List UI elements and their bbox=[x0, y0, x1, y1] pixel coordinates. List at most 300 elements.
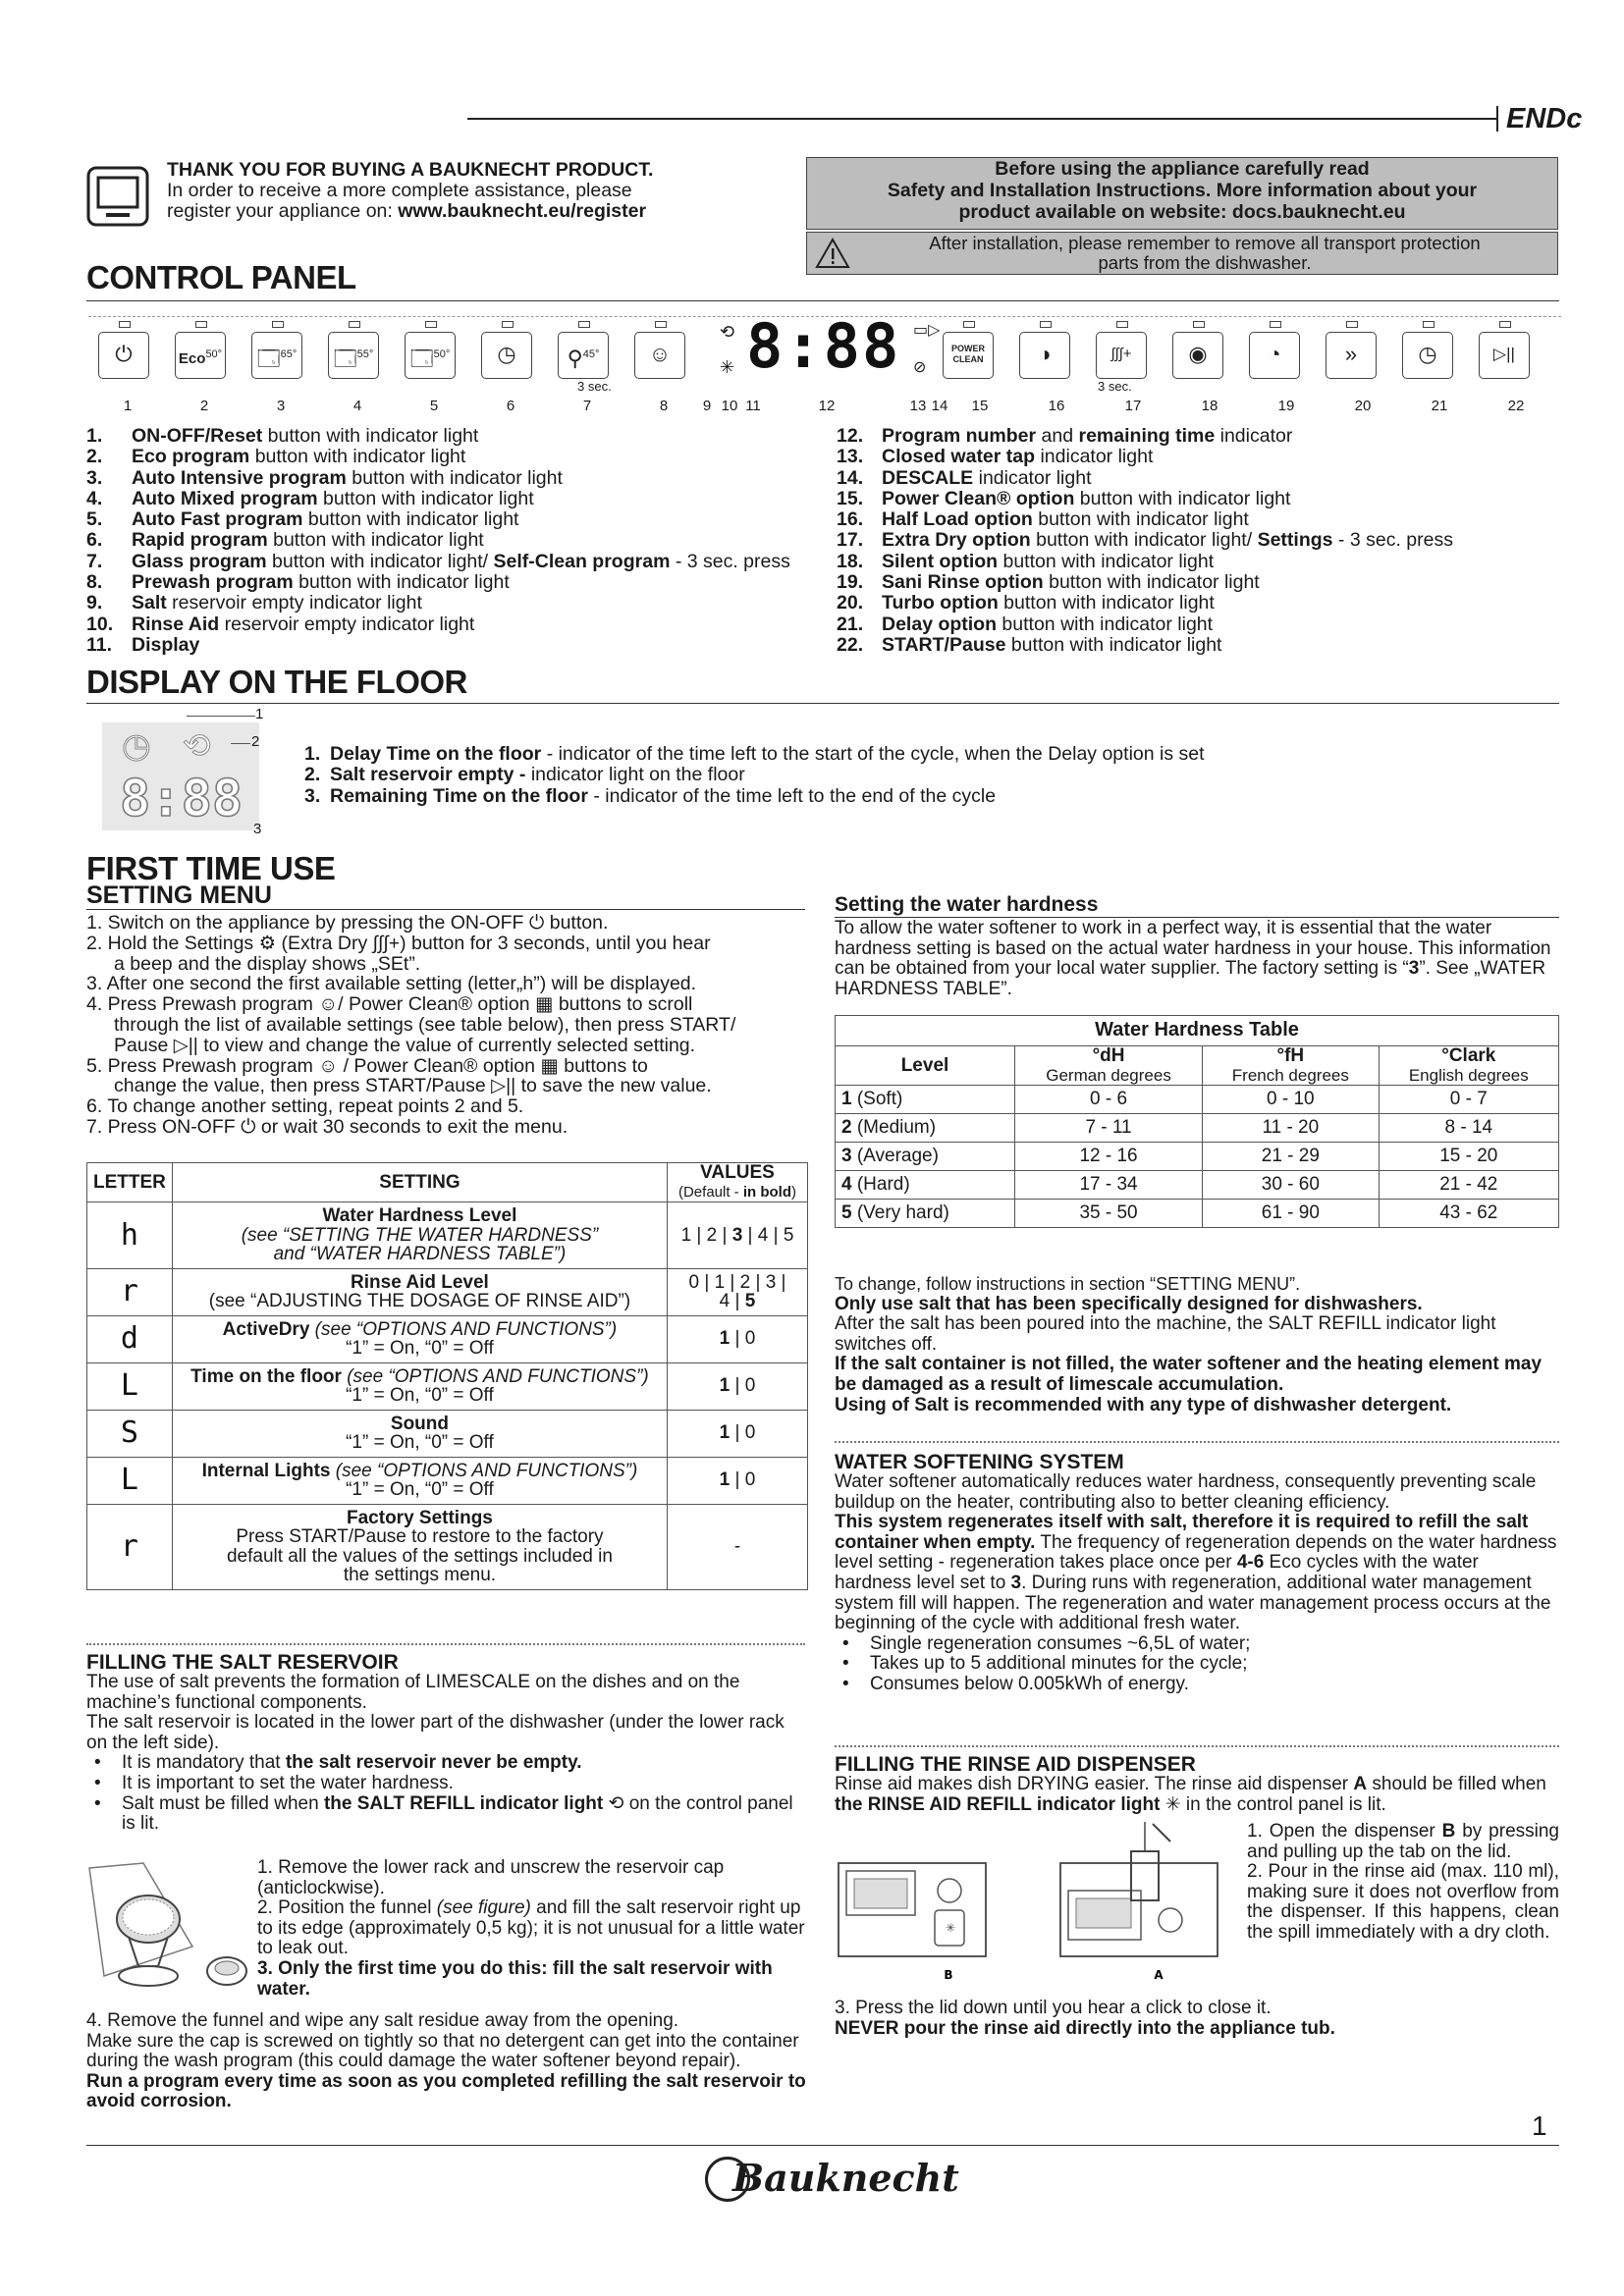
bauknecht-logo bbox=[705, 2156, 959, 2205]
setting-step: 1. Switch on the appliance by pressing the ON-OFF ⏻ button. bbox=[86, 912, 609, 934]
setting-description bbox=[172, 1504, 667, 1589]
control-right-num: 17. bbox=[837, 529, 864, 552]
hardness-level-num: 3 bbox=[841, 1146, 852, 1167]
control-left-num: 8. bbox=[86, 571, 103, 594]
floor-bold: Salt reservoir empty - bbox=[330, 764, 526, 786]
floor-desc: indicator light on the floor bbox=[525, 764, 745, 786]
control-right-desc: button with indicator light/ bbox=[1030, 529, 1258, 552]
glass-program-button[interactable] bbox=[558, 332, 609, 379]
value-text: 1 | 2 | bbox=[680, 1224, 732, 1246]
rinse-p1: Rinse aid makes dish DRYING easier. The rinse aid dispenser bbox=[835, 1774, 1354, 1794]
setting-letter: L bbox=[87, 1362, 173, 1410]
softening-section bbox=[835, 1472, 1559, 1695]
glass-icon: ⚲$^{45^\circ}$ bbox=[567, 346, 600, 371]
salt-closing bbox=[86, 2011, 808, 2112]
turbo-button[interactable] bbox=[1326, 332, 1377, 379]
values-header: VALUES bbox=[700, 1162, 775, 1183]
value-end: | 4 | 5 bbox=[742, 1224, 794, 1246]
setting-description bbox=[172, 1410, 667, 1457]
callout-line-2 bbox=[231, 743, 250, 744]
rinse-divider bbox=[835, 1745, 1559, 1747]
hardness-value: 7 - 11 bbox=[1015, 1114, 1203, 1143]
control-right-num: 21. bbox=[837, 613, 864, 635]
control-left-desc: button with indicator light bbox=[302, 508, 519, 531]
control-right-desc2: indicator bbox=[1215, 425, 1293, 447]
softening-p2-end: . During runs with regeneration, additional water management system fill will happen. The regeneration and water management process occurs at the beginning of the cycle with additional fresh water. bbox=[835, 1572, 1551, 1634]
control-left-bold: Auto Intensive program bbox=[132, 466, 347, 489]
rinse-refill-icon: ✳ bbox=[1160, 1793, 1181, 1815]
hardness-col-4 bbox=[1379, 1046, 1558, 1086]
control-right-item-6 bbox=[837, 530, 1563, 551]
setting-letter: r bbox=[87, 1268, 173, 1315]
control-right-item-2 bbox=[837, 447, 1563, 467]
control-right-text bbox=[882, 635, 1221, 656]
control-right-bold: Extra Dry option bbox=[882, 529, 1031, 552]
floor-desc: - indicator of the time left to the start of the cycle, when the Delay option is set bbox=[546, 743, 1205, 765]
control-left-item-7 bbox=[86, 552, 833, 572]
setting-title-bold: ActiveDry bbox=[222, 1318, 310, 1340]
hardness-value: 30 - 60 bbox=[1203, 1171, 1380, 1200]
control-right-item-7 bbox=[837, 552, 1563, 572]
eco-icon: Eco$^{50^\circ}$ bbox=[178, 348, 223, 367]
salt-divider bbox=[86, 1643, 805, 1645]
callout-6: 6 bbox=[506, 398, 515, 414]
floor-display-illustration bbox=[102, 722, 259, 830]
auto-intensive-button[interactable] bbox=[251, 332, 302, 379]
control-left-num: 1. bbox=[86, 425, 103, 447]
setting-letter: S bbox=[87, 1410, 173, 1457]
callout-13: 13 bbox=[909, 398, 927, 414]
setting-steps bbox=[86, 913, 808, 1138]
setting-title-bold: Internal Lights bbox=[201, 1460, 331, 1481]
floor-num: 2. bbox=[304, 764, 321, 786]
floor-rule bbox=[86, 703, 1559, 704]
hardness-note4: If the salt container is not filled, the water softener and the heating element may be damaged as a result of limescale accumulation. bbox=[835, 1354, 1543, 1395]
setting-values bbox=[668, 1315, 808, 1362]
hardness-value: 0 - 6 bbox=[1015, 1086, 1203, 1114]
notice-line1: Before using the appliance carefully read bbox=[995, 158, 1370, 180]
computer-icon bbox=[86, 164, 155, 233]
setting-values bbox=[668, 1202, 808, 1269]
control-right-bold2: Settings bbox=[1257, 529, 1333, 552]
salt-step2-end: and fill the salt reservoir right up to its edge (approximately 0,5 kg); it is not unusual for a little water to leak out. bbox=[257, 1897, 805, 1959]
value-end: | 0 bbox=[730, 1469, 756, 1491]
first-use-title: FIRST TIME USE bbox=[86, 850, 336, 886]
control-left-item-2 bbox=[86, 447, 833, 467]
control-left-text bbox=[132, 635, 199, 656]
callout-7: 7 bbox=[582, 398, 592, 414]
hardness-value: 0 - 7 bbox=[1379, 1086, 1558, 1114]
setting-title-ref: (see “OPTIONS AND FUNCTIONS”) bbox=[309, 1318, 618, 1340]
salt-step3: 3. Only the first time you do this: fill the salt reservoir with water. bbox=[257, 1957, 773, 2000]
hardness-value: 61 - 90 bbox=[1203, 1200, 1380, 1228]
callout-4: 4 bbox=[352, 398, 362, 414]
setting-description bbox=[172, 1202, 667, 1269]
settings-row bbox=[87, 1268, 808, 1315]
control-right-bold: Closed water tap bbox=[882, 446, 1036, 468]
callout-22: 22 bbox=[1507, 398, 1525, 414]
control-left-item-8 bbox=[86, 572, 833, 593]
control-right-num: 20. bbox=[837, 592, 864, 614]
salt-refill-icon: ⟲ bbox=[603, 1792, 624, 1814]
hardness-level-num: 5 bbox=[841, 1202, 852, 1224]
setting-letter: r bbox=[87, 1504, 173, 1589]
start-pause-button[interactable] bbox=[1479, 332, 1530, 379]
control-left-num: 6. bbox=[86, 529, 103, 552]
extra-dry-icon: ∫∫∫+ bbox=[1110, 346, 1132, 362]
setting-title-bold: Sound bbox=[390, 1413, 449, 1434]
softening-p2-level: 3 bbox=[1010, 1572, 1022, 1593]
setting-sub1: “1” = On, “0” = Off bbox=[346, 1479, 494, 1500]
hardness-level bbox=[836, 1171, 1015, 1200]
values-sub-end: ) bbox=[791, 1183, 796, 1201]
notice-line3: product available on website: docs.bauknecht.eu bbox=[958, 201, 1406, 223]
register-link[interactable]: www.bauknecht.eu/register bbox=[398, 200, 647, 222]
setting-sub1: (see “SETTING THE WATER HARDNESS” bbox=[241, 1224, 599, 1246]
hardness-value: 8 - 14 bbox=[1379, 1114, 1558, 1143]
control-right-bold: START/Pause bbox=[882, 633, 1006, 656]
setting-description bbox=[172, 1268, 667, 1315]
auto-mixed-button[interactable] bbox=[328, 332, 379, 379]
hardness-level-name: (Very hard) bbox=[851, 1202, 949, 1224]
hardness-col-2 bbox=[1015, 1046, 1203, 1086]
setting-letter: h bbox=[87, 1202, 173, 1269]
control-right-text bbox=[882, 552, 1214, 572]
hardness-row bbox=[836, 1114, 1559, 1143]
setting-title-bold: Time on the floor bbox=[190, 1365, 342, 1387]
control-left-bold2: Self-Clean program bbox=[493, 550, 671, 572]
salt-floor-icon: ⟲ bbox=[183, 727, 211, 765]
half-load-button[interactable] bbox=[1019, 332, 1070, 379]
control-right-desc: indicator light bbox=[973, 466, 1092, 489]
water-tap-icon: ▭▷ bbox=[913, 322, 941, 339]
control-right-bold: Delay option bbox=[882, 613, 998, 635]
rinse-p1-mid: should be filled when bbox=[1367, 1774, 1546, 1794]
callout-8: 8 bbox=[659, 398, 669, 414]
control-left-text bbox=[132, 552, 790, 572]
settings-row bbox=[87, 1504, 808, 1589]
control-right-desc: button with indicator light bbox=[998, 550, 1215, 572]
salt-bullet1: It is mandatory that bbox=[122, 1752, 286, 1774]
value-text2: 4 | bbox=[719, 1291, 745, 1311]
salt-steps bbox=[257, 1858, 807, 2000]
extra-dry-button[interactable] bbox=[1096, 332, 1147, 379]
hardness-level-num: 1 bbox=[841, 1089, 852, 1110]
setting-title bbox=[179, 1320, 661, 1340]
control-left-item-6 bbox=[86, 530, 833, 551]
control-left-desc: button with indicator light bbox=[267, 529, 484, 552]
floor-desc: - indicator of the time left to the end of the cycle bbox=[587, 784, 997, 807]
hardness-head: Level bbox=[900, 1054, 949, 1076]
header-rule bbox=[467, 118, 1498, 120]
power-clean-icon: POWER CLEAN bbox=[950, 344, 985, 364]
salt-bullet3-bold: the SALT REFILL indicator light bbox=[323, 1792, 604, 1814]
warning-icon bbox=[815, 238, 850, 269]
setting-sub1: “1” = On, “0” = Off bbox=[346, 1432, 494, 1453]
control-left-item-9 bbox=[86, 593, 833, 614]
hardness-value: 11 - 20 bbox=[1203, 1114, 1380, 1143]
setting-step: 6. To change another setting, repeat points 2 and 5. bbox=[86, 1095, 524, 1118]
control-right-text bbox=[882, 614, 1213, 635]
control-right-num: 13. bbox=[837, 446, 864, 468]
floor-num: 1. bbox=[304, 743, 321, 765]
control-right-desc2: - 3 sec. press bbox=[1332, 529, 1453, 552]
hardness-head-sub: German degrees bbox=[1046, 1065, 1171, 1085]
settings-col-setting: SETTING bbox=[172, 1163, 667, 1202]
salt-funnel-illustration bbox=[84, 1858, 251, 2005]
setting-sub1: “1” = On, “0” = Off bbox=[346, 1385, 494, 1406]
control-left-text bbox=[132, 572, 510, 593]
control-left-desc: reservoir empty indicator light bbox=[166, 592, 422, 614]
setting-title bbox=[179, 1509, 661, 1528]
rinse-step1-b: B bbox=[1441, 1821, 1456, 1842]
value-end: | 0 bbox=[730, 1375, 756, 1397]
control-left-bold: Auto Fast program bbox=[132, 508, 303, 531]
salt-bullet2: • It is important to set the water hardness. bbox=[86, 1774, 808, 1794]
setting-step: 3. After one second the first available setting (letter„h”) will be displayed. bbox=[86, 973, 697, 995]
rinse-dispenser-illustration bbox=[837, 1822, 1244, 1994]
hardness-p1-end: ”. See „WATER HARDNESS TABLE”. bbox=[835, 958, 1546, 999]
setting-title bbox=[179, 1273, 661, 1293]
value-end: | 0 bbox=[730, 1328, 756, 1350]
hardness-row bbox=[836, 1143, 1559, 1171]
value-default: 3 bbox=[731, 1224, 743, 1246]
control-right-num: 14. bbox=[837, 466, 864, 489]
salt-indicator-icon: ⟲ bbox=[720, 322, 735, 342]
softening-bullet: • Takes up to 5 additional minutes for the cycle; bbox=[835, 1654, 1559, 1675]
control-left-num: 4. bbox=[86, 487, 103, 509]
control-right-item-10 bbox=[837, 614, 1563, 635]
prewash-icon: ☺ bbox=[648, 342, 672, 366]
control-right-item-8 bbox=[837, 572, 1563, 593]
control-left-text bbox=[132, 593, 422, 614]
control-left-num: 5. bbox=[86, 508, 103, 531]
hardness-value: 43 - 62 bbox=[1379, 1200, 1558, 1228]
setting-step: a beep and the display shows „SEt”. bbox=[114, 952, 421, 975]
setting-values bbox=[668, 1504, 808, 1589]
hardness-level-name: (Average) bbox=[851, 1146, 939, 1167]
rapid-program-button[interactable] bbox=[481, 332, 532, 379]
floor-item-3 bbox=[304, 786, 1532, 807]
settings-header-row bbox=[87, 1163, 808, 1202]
values-subheader bbox=[674, 1183, 801, 1202]
hardness-col-1 bbox=[836, 1046, 1015, 1086]
control-right-desc: indicator light bbox=[1035, 446, 1154, 468]
salt-step1: 1. Remove the lower rack and unscrew the reservoir cap (anticlockwise). bbox=[257, 1857, 725, 1898]
callout-1: 1 bbox=[123, 398, 133, 414]
value-text: - bbox=[733, 1535, 741, 1557]
control-left-num: 2. bbox=[86, 446, 103, 468]
control-left-num: 9. bbox=[86, 592, 103, 614]
rapid-icon: ◷ bbox=[497, 342, 516, 366]
salt-p4: Run a program every time as soon as you completed refilling the salt reservoir to avoid corrosion. bbox=[86, 2070, 806, 2112]
hardness-table-title: Water Hardness Table bbox=[836, 1016, 1559, 1046]
control-left-desc: button with indicator light bbox=[262, 425, 479, 447]
setting-description bbox=[172, 1457, 667, 1504]
salt-title: FILLING THE SALT RESERVOIR bbox=[86, 1651, 399, 1674]
control-right-item-5 bbox=[837, 509, 1563, 530]
auto-mixed-icon: 🗔$^{55^\circ}$ bbox=[333, 346, 374, 371]
control-right-desc: button with indicator light bbox=[1043, 571, 1260, 594]
softening-title: WATER SOFTENING SYSTEM bbox=[835, 1451, 1124, 1473]
half-load-icon: ◑ bbox=[1038, 342, 1052, 366]
setting-title-ref: (see “OPTIONS AND FUNCTIONS”) bbox=[330, 1460, 638, 1481]
dispenser-label-b: B bbox=[944, 1968, 953, 1982]
hardness-col-3 bbox=[1203, 1046, 1380, 1086]
values-sub-text: (Default - bbox=[677, 1183, 743, 1201]
callout-20: 20 bbox=[1354, 398, 1372, 414]
floor-display-digits: 8:88 bbox=[120, 770, 244, 828]
auto-fast-button[interactable] bbox=[405, 332, 456, 379]
control-left-item-1 bbox=[86, 426, 833, 447]
hardness-row bbox=[836, 1086, 1559, 1114]
hardness-note2: Only use salt that has been specifically designed for dishwashers. bbox=[835, 1293, 1423, 1314]
auto-intensive-icon: 🗔$^{65^\circ}$ bbox=[256, 346, 298, 371]
notice-line2: Safety and Installation Instructions. More information about your bbox=[887, 180, 1478, 201]
hardness-header-row bbox=[836, 1046, 1559, 1086]
main-display: 8:88 bbox=[746, 310, 901, 382]
callout-16: 16 bbox=[1048, 398, 1065, 414]
setting-step: 5. Press Prewash program ☺ / Power Clean® option ▦ buttons to bbox=[86, 1054, 648, 1077]
control-right-bold2: remaining time bbox=[1078, 425, 1216, 447]
hardness-level-name: (Soft) bbox=[851, 1089, 903, 1110]
hardness-head-sub: French degrees bbox=[1231, 1065, 1349, 1085]
setting-values bbox=[668, 1457, 808, 1504]
control-left-num: 7. bbox=[86, 550, 103, 572]
delay-icon: ◷ bbox=[1418, 342, 1437, 366]
rinse-p1-a: A bbox=[1353, 1774, 1368, 1794]
control-left-bold: Rinse Aid bbox=[132, 613, 220, 635]
hardness-level bbox=[836, 1200, 1015, 1228]
callout-9: 9 bbox=[702, 398, 712, 414]
value-default: 1 bbox=[719, 1422, 731, 1444]
control-left-desc: button with indicator light bbox=[293, 571, 510, 594]
water-hardness-table bbox=[835, 1015, 1559, 1228]
hardness-head: °Clark bbox=[1441, 1045, 1496, 1066]
silent-button[interactable] bbox=[1172, 332, 1223, 379]
setting-letter: L bbox=[87, 1457, 173, 1504]
callout-2: 2 bbox=[199, 398, 209, 414]
hardness-head: °dH bbox=[1092, 1045, 1125, 1066]
control-right-text bbox=[882, 509, 1249, 530]
control-left-num: 3. bbox=[86, 466, 103, 489]
floor-item-2 bbox=[304, 765, 1532, 785]
salt-p3: Make sure the cap is screwed on tightly so that no detergent can get into the container during the wash program (this could damage the water softener beyond repair). bbox=[86, 2030, 799, 2072]
setting-menu-rule bbox=[86, 909, 805, 910]
control-right-desc: button with indicator light bbox=[997, 613, 1214, 635]
hardness-row bbox=[836, 1200, 1559, 1228]
salt-step2: 2. Position the funnel bbox=[257, 1897, 437, 1919]
rinse-title: FILLING THE RINSE AID DISPENSER bbox=[835, 1753, 1196, 1776]
transport-warning bbox=[806, 232, 1558, 275]
callout-15: 15 bbox=[971, 398, 989, 414]
softening-bullets bbox=[835, 1634, 1559, 1695]
control-right-bold: DESCALE bbox=[882, 466, 974, 489]
setting-step: 4. Press Prewash program ☺/ Power Clean® option ▦ buttons to scroll bbox=[86, 993, 693, 1016]
control-left-text bbox=[132, 509, 518, 530]
hardness-value: 12 - 16 bbox=[1015, 1143, 1203, 1171]
turbo-icon: » bbox=[1344, 342, 1358, 366]
start-pause-icon: ▷|| bbox=[1493, 345, 1515, 363]
delay-clock-icon: ◷ bbox=[122, 727, 151, 765]
rinse-closing bbox=[835, 1999, 1559, 2039]
rinse-intro bbox=[835, 1775, 1559, 1815]
eco-program-button[interactable] bbox=[175, 332, 226, 379]
callout-21: 21 bbox=[1431, 398, 1448, 414]
thanks-line2: In order to receive a more complete assistance, please bbox=[167, 180, 632, 201]
softening-p2-cycles: 4-6 bbox=[1236, 1552, 1265, 1574]
control-left-item-5 bbox=[86, 509, 833, 530]
value-end: | 0 bbox=[730, 1422, 756, 1444]
setting-title bbox=[179, 1462, 661, 1481]
delay-button[interactable] bbox=[1402, 332, 1453, 379]
setting-title-bold: Water Hardness Level bbox=[322, 1205, 517, 1226]
control-right-num: 16. bbox=[837, 508, 864, 531]
setting-values bbox=[668, 1410, 808, 1457]
rinse-p1-bold: the RINSE AID REFILL indicator light bbox=[835, 1793, 1161, 1815]
setting-description bbox=[172, 1362, 667, 1410]
brand-name: Bauknecht bbox=[732, 2156, 959, 2200]
floor-text bbox=[330, 765, 745, 785]
floor-callout-2: 2 bbox=[251, 733, 260, 750]
prewash-button[interactable] bbox=[634, 332, 685, 379]
sani-rinse-button[interactable] bbox=[1249, 332, 1300, 379]
setting-title bbox=[179, 1206, 661, 1226]
control-right-num: 18. bbox=[837, 550, 864, 572]
thanks-line3: register your appliance on: bbox=[167, 200, 399, 222]
control-right-bold: Power Clean® option bbox=[882, 487, 1075, 509]
floor-bold: Remaining Time on the floor bbox=[330, 784, 588, 807]
control-left-bold: Prewash program bbox=[132, 571, 294, 594]
power-clean-button[interactable] bbox=[943, 332, 994, 379]
setting-description bbox=[172, 1315, 667, 1362]
rinse-p1-end: in the control panel is lit. bbox=[1180, 1793, 1386, 1815]
warning-line2: parts from the dishwasher. bbox=[1098, 252, 1312, 273]
floor-text bbox=[330, 786, 996, 807]
softening-p2: The frequency of regeneration depends on the water hardness level setting - regeneration takes place once per bbox=[835, 1531, 1557, 1574]
control-left-text bbox=[132, 530, 484, 551]
settings-row bbox=[87, 1315, 808, 1362]
control-left-bold: Rapid program bbox=[132, 529, 268, 552]
hardness-value: 0 - 10 bbox=[1203, 1086, 1380, 1114]
hardness-value: 35 - 50 bbox=[1015, 1200, 1203, 1228]
salt-step4: 4. Remove the funnel and wipe any salt residue away from the opening. bbox=[86, 2010, 679, 2031]
sec-label-17: 3 sec. bbox=[1098, 379, 1132, 394]
setting-title-bold: Rinse Aid Level bbox=[351, 1271, 489, 1293]
hardness-value: 15 - 20 bbox=[1379, 1143, 1558, 1171]
on-off-button[interactable] bbox=[98, 332, 149, 379]
hardness-head-sub: English degrees bbox=[1408, 1065, 1529, 1085]
sani-rinse-icon: ◔ bbox=[1268, 342, 1281, 366]
setting-title-bold: Factory Settings bbox=[347, 1507, 493, 1528]
control-right-text bbox=[882, 530, 1453, 551]
control-left-item-11 bbox=[86, 635, 833, 656]
control-right-desc: and bbox=[1036, 425, 1079, 447]
salt-bullet3: Salt must be filled when bbox=[122, 1792, 324, 1814]
rinse-aid-indicator-icon: ✳ bbox=[720, 357, 735, 377]
setting-step: 2. Hold the Settings ⚙ (Extra Dry ∫∫∫+) button for 3 seconds, until you hear bbox=[86, 932, 711, 954]
setting-sub2: default all the values of the settings included in bbox=[226, 1545, 613, 1567]
control-right-item-4 bbox=[837, 489, 1563, 509]
setting-sub3: the settings menu. bbox=[343, 1565, 497, 1585]
callout-17: 17 bbox=[1124, 398, 1142, 414]
settings-col-letter: LETTER bbox=[87, 1163, 173, 1202]
callout-10: 10 bbox=[721, 398, 738, 414]
softening-divider bbox=[835, 1441, 1559, 1443]
descale-icon: ⊘ bbox=[913, 359, 927, 376]
callout-5: 5 bbox=[429, 398, 439, 414]
control-left-desc2: - 3 sec. press bbox=[670, 550, 790, 572]
